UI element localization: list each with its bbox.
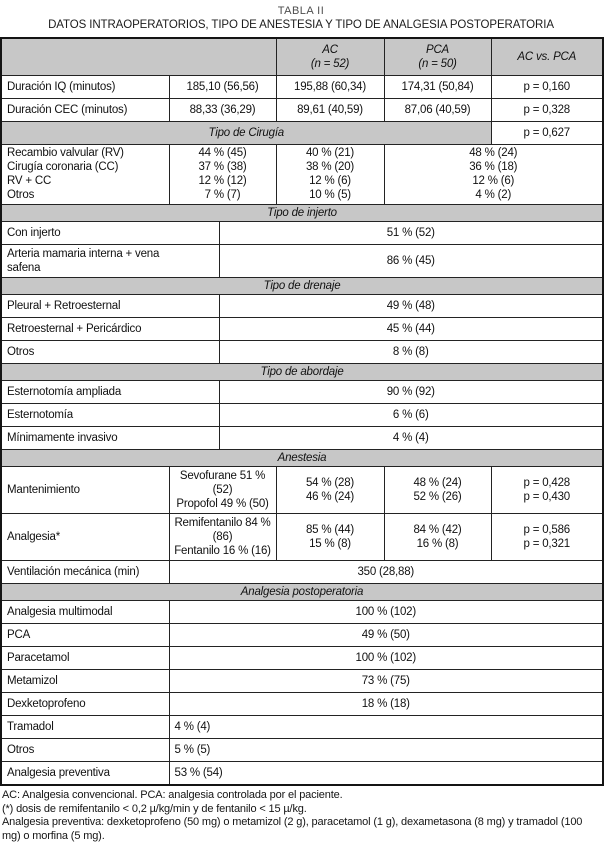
pca-cell	[384, 145, 603, 205]
cirugia-label: Cirugía coronaria (CC)	[7, 161, 119, 173]
ac-cell	[276, 467, 384, 514]
label-cell: Analgesia preventiva	[1, 762, 169, 786]
cirugia-total: 44 % (45)	[198, 147, 247, 159]
footnote-preventiva: Analgesia preventiva: dexketoprofeno (50 mg) o metamizol (2 g), paracetamol (1 g), dexametasona (8 mg) y tramadol (100 mg) o morfina (5 mg).	[2, 816, 583, 842]
header-empty-cell	[1, 38, 276, 76]
analgesia-total: Remifentanilo 84 %	[174, 517, 271, 529]
label-cell: Con injerto	[1, 222, 219, 245]
row-section-anestesia	[1, 450, 603, 467]
cirugia-pca: 36 % (18)	[469, 161, 518, 173]
analgesia-ac: 15 % (8)	[309, 538, 351, 550]
total-cell	[169, 514, 276, 561]
section-header: Tipo de drenaje	[1, 278, 603, 295]
cirugia-pca: 4 % (2)	[475, 189, 512, 201]
value-cell: 86 % (45)	[219, 245, 603, 278]
label-cell: Dexketoprofeno	[1, 693, 169, 716]
table-subtitle: DATOS INTRAOPERATORIOS, TIPO DE ANESTESIA Y TIPO DE ANALGESIA POSTOPERATORIA	[48, 19, 554, 31]
value-cell: 90 % (92)	[219, 381, 603, 404]
value-cell: 73 % (75)	[169, 670, 603, 693]
label-cell: Mantenimiento	[1, 467, 169, 514]
p-value-cell	[491, 514, 603, 561]
row-pca	[1, 624, 603, 647]
row-section-tipo-cirugia	[1, 122, 603, 145]
value-cell: 8 % (8)	[219, 341, 603, 364]
cirugia-total: 12 % (12)	[198, 175, 247, 187]
label-cell: Esternotomía ampliada	[1, 381, 219, 404]
mantenimiento-p: p = 0,430	[523, 491, 570, 503]
analgesia-pca: 16 % (8)	[416, 538, 459, 550]
value-cell: 100 % (102)	[169, 601, 603, 624]
p-value-cell: p = 0,627	[491, 122, 603, 145]
mantenimiento-total: Propofol 49 % (50)	[176, 498, 269, 510]
row-con-injerto	[1, 222, 603, 245]
footnote-abbreviations: AC: Analgesia convencional. PCA: analgesia controlada por el paciente.	[2, 789, 343, 801]
row-arteria-mamaria	[1, 245, 603, 278]
analgesia-ac: 85 % (44)	[305, 524, 355, 536]
row-duracion-cec	[1, 99, 603, 122]
row-analgesia	[1, 514, 603, 561]
label-cell: Duración CEC (minutos)	[1, 99, 169, 122]
label-cell: Mínimamente invasivo	[1, 427, 219, 450]
table-footnotes	[0, 786, 602, 843]
analgesia-pca: 84 % (42)	[413, 524, 462, 536]
label-cell: Ventilación mecánica (min)	[1, 561, 169, 584]
value-cell: 5 % (5)	[169, 739, 603, 762]
label-cell: Pleural + Retroesternal	[1, 295, 219, 318]
value-cell: 51 % (52)	[219, 222, 603, 245]
row-pleural-retroesternal	[1, 295, 603, 318]
row-ventilacion-mecanica	[1, 561, 603, 584]
row-drenaje-otros	[1, 341, 603, 364]
mantenimiento-ac: 46 % (24)	[305, 491, 355, 503]
table-heading	[0, 5, 602, 32]
label-cell: PCA	[1, 624, 169, 647]
section-header: Anestesia	[1, 450, 603, 467]
label-cell: Otros	[1, 341, 219, 364]
header-row	[1, 38, 603, 76]
label-cell: Analgesia*	[1, 514, 169, 561]
row-mantenimiento	[1, 467, 603, 514]
value-cell: 350 (28,88)	[169, 561, 603, 584]
row-minimamente-invasivo	[1, 427, 603, 450]
analgesia-p: p = 0,586	[523, 524, 570, 536]
row-analgesia-multimodal	[1, 601, 603, 624]
ac-cell: 89,61 (40,59)	[276, 99, 384, 122]
cirugia-label: RV + CC	[7, 175, 52, 187]
cirugia-ac: 40 % (21)	[305, 147, 355, 159]
analgesia-p: p = 0,321	[523, 538, 570, 550]
analgesia-total: Fentanilo 16 % (16)	[174, 545, 271, 557]
label-cell	[1, 245, 219, 278]
label-cell: Analgesia multimodal	[1, 601, 169, 624]
mantenimiento-p: p = 0,428	[523, 477, 570, 489]
pca-cell: 174,31 (50,84)	[384, 76, 491, 99]
footnote-asterisk: (*) dosis de remifentanilo < 0,2 µ/kg/min y de fentanilo < 15 µ/kg.	[2, 802, 307, 815]
mantenimiento-pca: 48 % (24)	[413, 477, 462, 489]
cirugia-label: Otros	[7, 189, 35, 201]
row-section-tipo-drenaje	[1, 278, 603, 295]
header-vs-cell: AC vs. PCA	[491, 38, 603, 76]
value-cell: 49 % (50)	[169, 624, 603, 647]
ac-cell: 195,88 (60,34)	[276, 76, 384, 99]
pca-cell	[384, 514, 491, 561]
total-cell	[169, 467, 276, 514]
value-cell: 6 % (6)	[219, 404, 603, 427]
header-pca-label: PCA	[425, 44, 450, 56]
value-cell: 4 % (4)	[219, 427, 603, 450]
data-table	[0, 37, 604, 786]
value-cell: 18 % (18)	[169, 693, 603, 716]
cirugia-ac: 38 % (20)	[305, 161, 355, 173]
label-cell: Paracetamol	[1, 647, 169, 670]
total-cell: 185,10 (56,56)	[169, 76, 276, 99]
header-pca-n: (n = 50)	[418, 58, 457, 70]
value-cell: 100 % (102)	[169, 647, 603, 670]
value-cell: 45 % (44)	[219, 318, 603, 341]
pca-cell: 87,06 (40,59)	[384, 99, 491, 122]
ac-cell	[276, 514, 384, 561]
p-value-cell	[491, 467, 603, 514]
label-line: Arteria mamaria interna + vena	[7, 248, 160, 260]
analgesia-total: (86)	[212, 531, 233, 543]
header-ac-cell	[276, 38, 384, 76]
row-cirugia-detail	[1, 145, 603, 205]
p-value-cell: p = 0,160	[491, 76, 603, 99]
row-postop-otros	[1, 739, 603, 762]
p-value-cell: p = 0,328	[491, 99, 603, 122]
row-section-tipo-injerto	[1, 205, 603, 222]
header-ac-n: (n = 52)	[310, 58, 350, 70]
row-dexketoprofeno	[1, 693, 603, 716]
row-tramadol	[1, 716, 603, 739]
row-section-tipo-abordaje	[1, 364, 603, 381]
cirugia-total: 7 % (7)	[204, 189, 241, 201]
mantenimiento-ac: 54 % (28)	[305, 477, 355, 489]
header-pca-cell	[384, 38, 491, 76]
table-title: TABLA II	[277, 5, 325, 17]
labels-cell	[1, 145, 169, 205]
value-cell: 53 % (54)	[169, 762, 603, 786]
header-ac-label: AC	[322, 44, 338, 56]
section-header: Tipo de injerto	[1, 205, 603, 222]
label-cell: Duración IQ (minutos)	[1, 76, 169, 99]
cirugia-ac: 10 % (5)	[309, 189, 351, 201]
label-cell: Metamizol	[1, 670, 169, 693]
row-esternotomia	[1, 404, 603, 427]
cirugia-ac: 12 % (6)	[309, 175, 351, 187]
section-header: Tipo de Cirugía	[1, 122, 491, 145]
mantenimiento-total: Sevofurane 51 % (52)	[179, 470, 266, 496]
label-cell: Retroesternal + Pericárdico	[1, 318, 219, 341]
section-header: Tipo de abordaje	[1, 364, 603, 381]
cirugia-pca: 48 % (24)	[469, 147, 518, 159]
row-analgesia-preventiva	[1, 762, 603, 786]
label-cell: Esternotomía	[1, 404, 219, 427]
row-retroesternal-pericardico	[1, 318, 603, 341]
total-cell	[169, 145, 276, 205]
pca-cell	[384, 467, 491, 514]
label-cell: Tramadol	[1, 716, 169, 739]
mantenimiento-pca: 52 % (26)	[413, 491, 462, 503]
value-cell: 49 % (48)	[219, 295, 603, 318]
cirugia-total: 37 % (38)	[198, 161, 247, 173]
label-cell: Otros	[1, 739, 169, 762]
label-line: safena	[7, 262, 41, 274]
value-cell: 4 % (4)	[169, 716, 603, 739]
row-duracion-iq	[1, 76, 603, 99]
section-header: Analgesia postoperatoria	[1, 584, 603, 601]
cirugia-label: Recambio valvular (RV)	[7, 147, 124, 159]
row-paracetamol	[1, 647, 603, 670]
total-cell: 88,33 (36,29)	[169, 99, 276, 122]
ac-cell	[276, 145, 384, 205]
cirugia-pca: 12 % (6)	[472, 175, 515, 187]
row-section-analgesia-postoperatoria	[1, 584, 603, 601]
row-esternotomia-ampliada	[1, 381, 603, 404]
row-metamizol	[1, 670, 603, 693]
